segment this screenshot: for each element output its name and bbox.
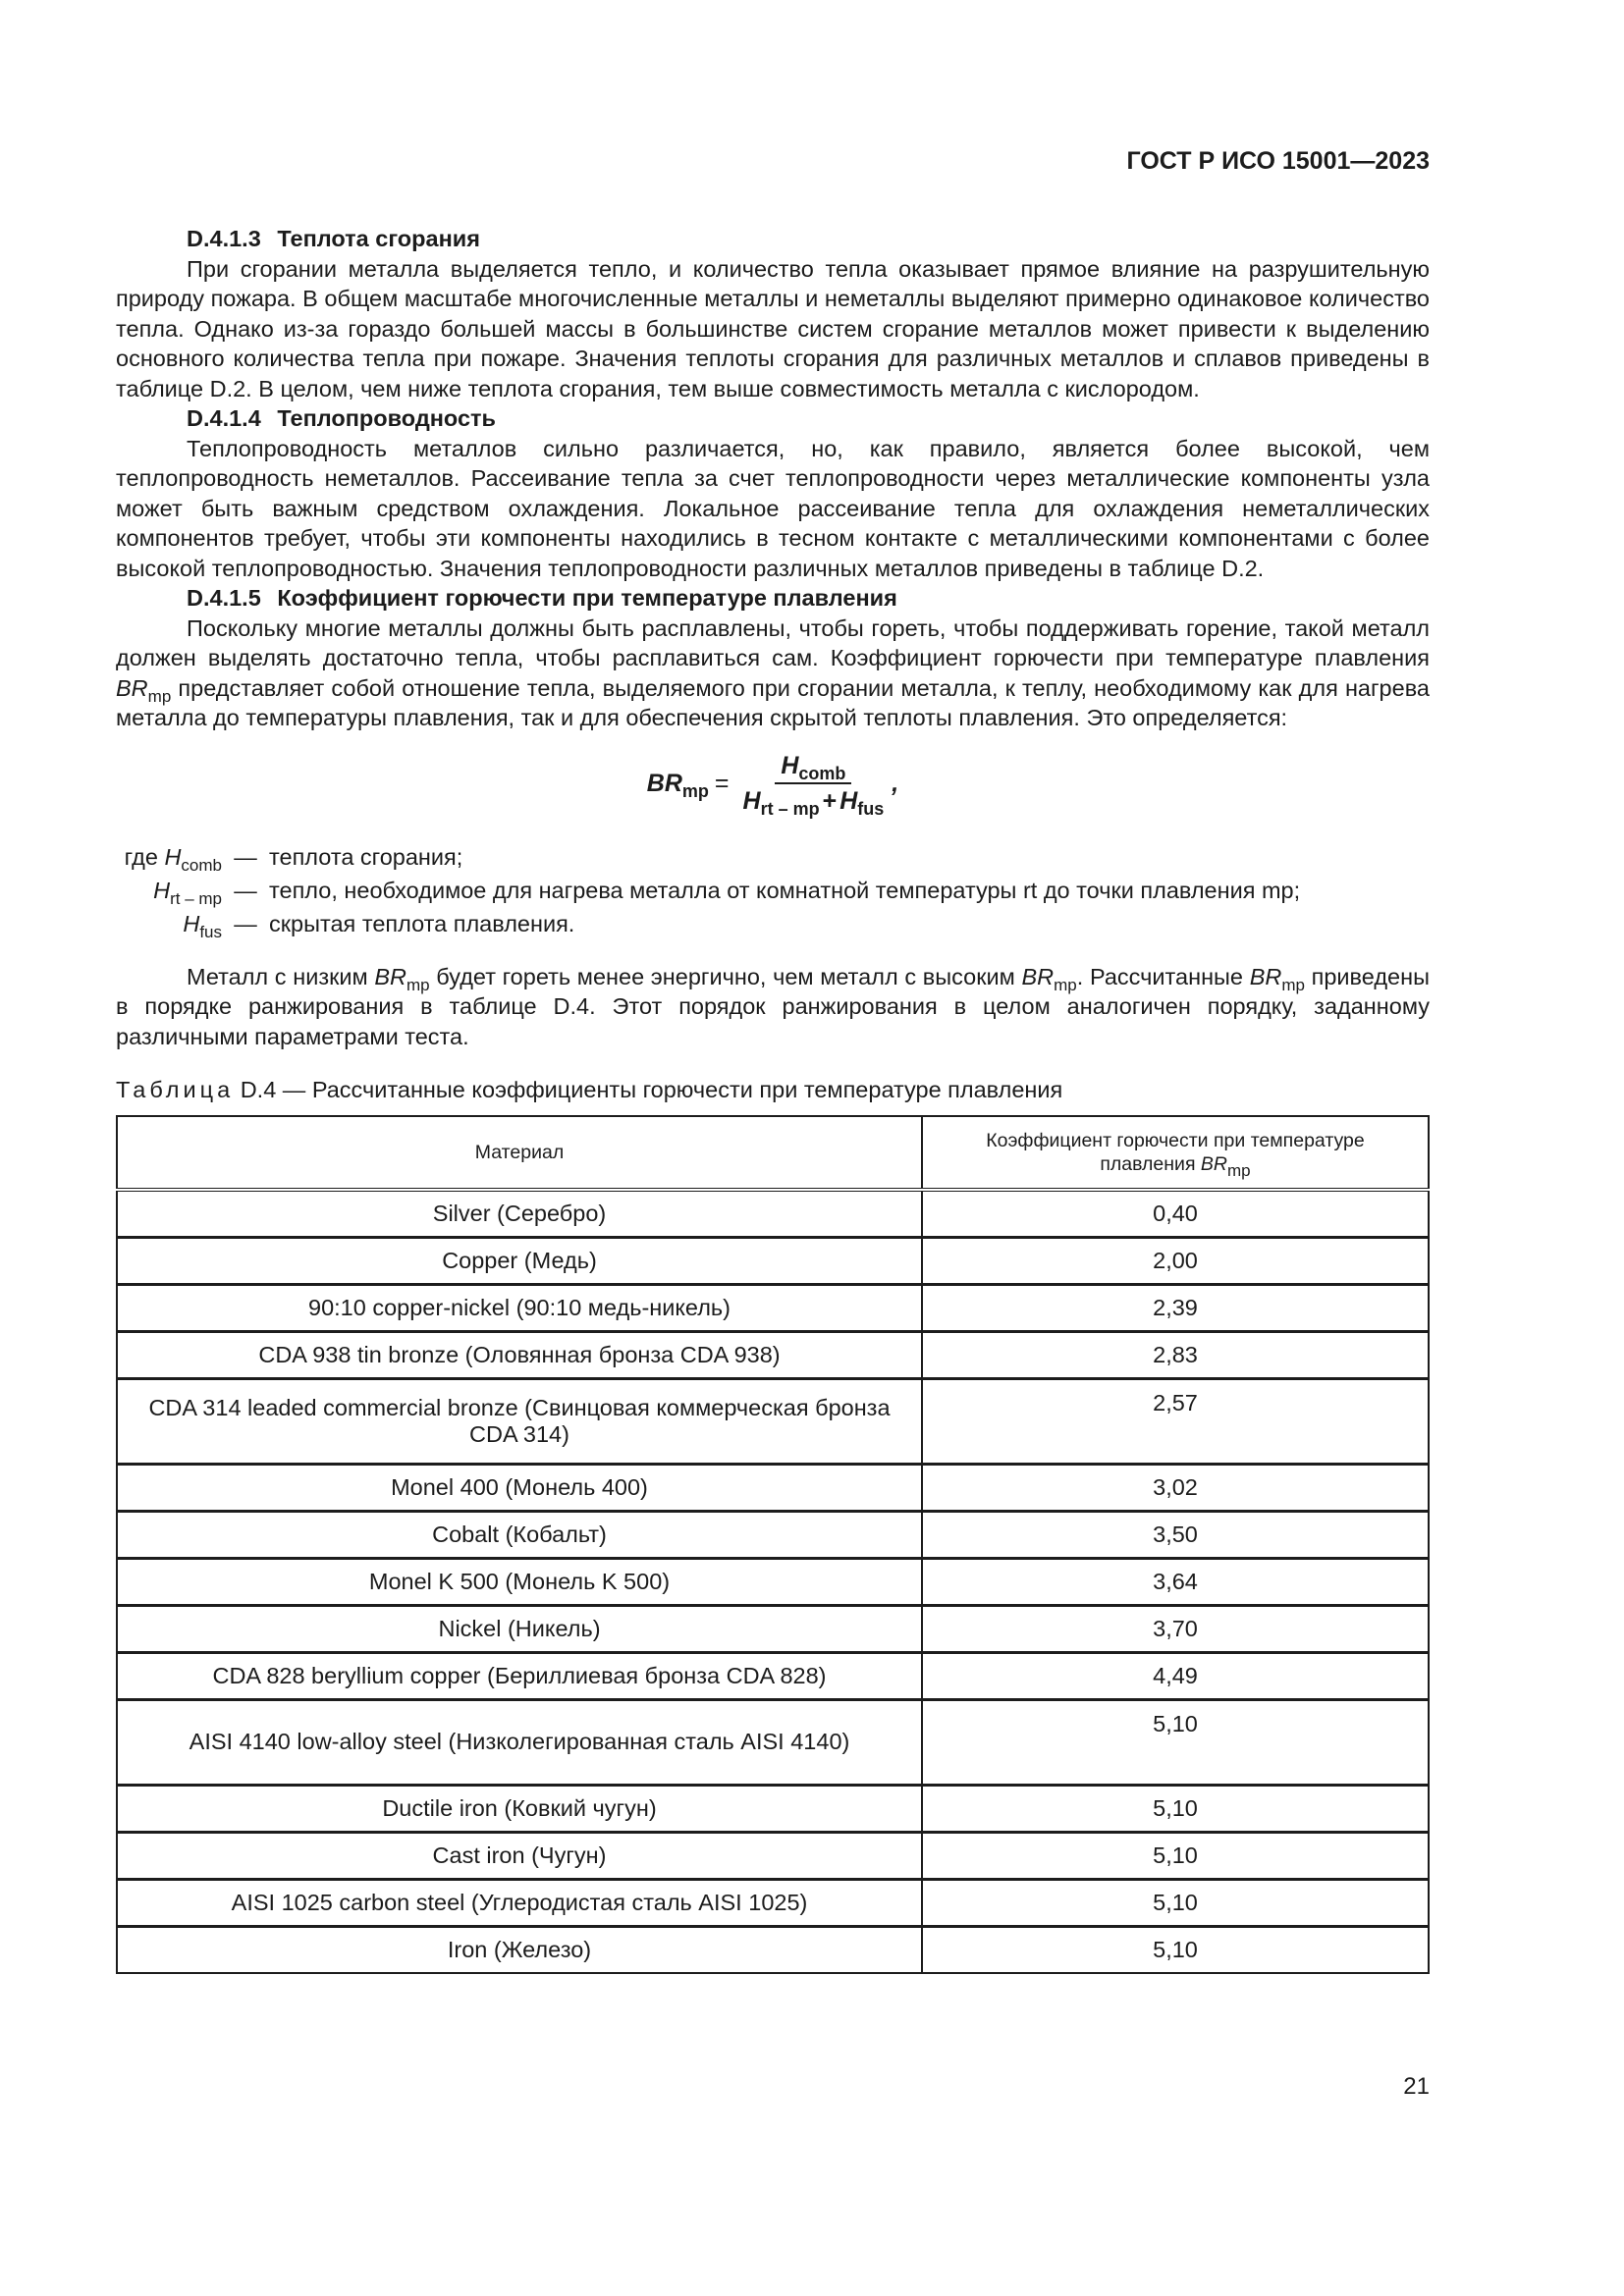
- table-row: [117, 1331, 1429, 1378]
- page-number: 21: [1403, 2073, 1430, 2100]
- legend-var: H: [183, 910, 200, 936]
- legend-symbol: [102, 842, 222, 873]
- subscript-mp: mp: [1054, 975, 1077, 994]
- section-title: Коэффициент горючести при температуре плавления: [277, 585, 897, 611]
- legend-row: [116, 842, 1430, 876]
- text-run: приведены в порядке ранжирования в таблице D.4. Этот порядок ранжирования в целом аналогичен порядку, заданному различными параметрами теста.: [116, 963, 1430, 1049]
- cell-material: Cast iron (Чугун): [117, 1832, 922, 1879]
- column-header-burn-ratio: [922, 1116, 1429, 1190]
- section-number: D.4.1.3: [187, 226, 261, 251]
- text-run: представляет собой отношение тепла, выделяемого при сгорании металла, к теплу, необходимому как для нагрева металла до температуры плавления, так и для обеспечения скрытой теплоты плавления. Это определяется:: [116, 674, 1430, 730]
- cell-burn-ratio: 3,70: [922, 1605, 1429, 1652]
- table-row: [117, 1284, 1429, 1331]
- cell-material: CDA 828 beryllium copper (Бериллиевая бронза CDA 828): [117, 1652, 922, 1699]
- formula-fraction: [737, 751, 891, 817]
- formula-symbol: H: [781, 751, 799, 779]
- legend-sub: rt – mp: [170, 888, 222, 908]
- legend-sub: fus: [199, 922, 222, 941]
- formula-denominator: [737, 784, 891, 817]
- table-row: [117, 1832, 1429, 1879]
- section-heading-d414: [116, 403, 1430, 434]
- formula-symbol: H: [742, 787, 761, 815]
- subscript-mp: mp: [406, 975, 430, 994]
- cell-burn-ratio: 0,40: [922, 1190, 1429, 1238]
- cell-burn-ratio: 2,39: [922, 1284, 1429, 1331]
- page-content: [116, 224, 1430, 1974]
- table-row: [117, 1511, 1429, 1558]
- cell-material: CDA 314 leaded commercial bronze (Свинцовая коммерческая бронза CDA 314): [117, 1378, 922, 1464]
- table-row: [117, 1605, 1429, 1652]
- formula-burn-ratio: [116, 751, 1430, 817]
- cell-material: AISI 1025 carbon steel (Углеродистая сталь AISI 1025): [117, 1879, 922, 1926]
- header-text: Коэффициент горючести при температуре плавления: [986, 1129, 1365, 1175]
- paragraph-burn-ratio: [116, 614, 1430, 733]
- table-row: [117, 1699, 1429, 1785]
- cell-burn-ratio: 5,10: [922, 1832, 1429, 1879]
- legend-prefix: где: [124, 843, 158, 870]
- subscript-mp: mp: [1281, 975, 1305, 994]
- cell-material: AISI 4140 low-alloy steel (Низколегированная сталь AISI 4140): [117, 1699, 922, 1785]
- burn-ratio-table: [116, 1115, 1430, 1974]
- paragraph-ranking: [116, 962, 1430, 1052]
- section-number: D.4.1.5: [187, 585, 261, 611]
- symbol-br: BR: [1249, 963, 1282, 989]
- legend-description: скрытая теплота плавления.: [269, 910, 575, 936]
- cell-material: Ductile iron (Ковкий чугун): [117, 1785, 922, 1832]
- legend-description: теплота сгорания;: [269, 843, 463, 870]
- cell-burn-ratio: 5,10: [922, 1926, 1429, 1973]
- paragraph-heat-of-combustion: При сгорании металла выделяется тепло, и количество тепла оказывает прямое влияние на разрушительную природу пожара. В общем масштабе многочисленные металлы и неметаллы выделяют примерно одинаковое количество тепла. Однако из-за гораздо большей массы в большинстве систем сгорание металлов может привести к выделению основного количества тепла при пожаре. Значения теплоты сгорания для различных металлов и сплавов приведены в таблице D.2. В целом, чем ниже теплота сгорания, тем выше совместимость металла с кислородом.: [116, 255, 1430, 401]
- text-run: Поскольку многие металлы должны быть расплавлены, чтобы гореть, чтобы поддерживать горение, такой металл должен выделять достаточно тепла, чтобы расплавиться сам. Коэффициент горючести при температуре плавления: [116, 614, 1430, 670]
- formula-comma: ,: [892, 769, 899, 797]
- table-row: [117, 1879, 1429, 1926]
- table-row: [117, 1558, 1429, 1605]
- legend-var: H: [153, 877, 171, 903]
- table-caption: [116, 1075, 1430, 1105]
- table-row: [117, 1237, 1429, 1284]
- table-caption-text: D.4 — Рассчитанные коэффициенты горючести при температуре плавления: [240, 1077, 1063, 1102]
- symbol-br: BR: [116, 674, 148, 701]
- subscript-mp: mp: [1227, 1160, 1251, 1180]
- symbol-br: BR: [1200, 1152, 1228, 1175]
- cell-burn-ratio: 2,57: [922, 1378, 1429, 1464]
- cell-burn-ratio: 3,02: [922, 1464, 1429, 1511]
- text-run: Металл с низким: [187, 963, 375, 989]
- legend-dash: —: [234, 910, 257, 936]
- table-row: [117, 1926, 1429, 1973]
- cell-material: Silver (Серебро): [117, 1190, 922, 1238]
- cell-material: Monel K 500 (Монель K 500): [117, 1558, 922, 1605]
- text-run: будет гореть менее энергично, чем металл с высоким: [429, 963, 1022, 989]
- cell-material: Cobalt (Кобальт): [117, 1511, 922, 1558]
- legend-row: [116, 876, 1430, 909]
- symbol-br: BR: [1021, 963, 1055, 989]
- table-row: [117, 1378, 1429, 1464]
- section-heading-d415: [116, 583, 1430, 614]
- formula-legend: [116, 842, 1430, 942]
- formula-lhs: [647, 769, 709, 799]
- formula-symbol: H: [839, 787, 858, 815]
- legend-var: H: [164, 843, 182, 870]
- cell-material: Nickel (Никель): [117, 1605, 922, 1652]
- legend-description: тепло, необходимое для нагрева металла от комнатной температуры rt до точки плавления mp;: [269, 877, 1301, 903]
- legend-sub: comb: [181, 855, 222, 875]
- legend-dash: —: [234, 843, 257, 870]
- text-run: . Рассчитанные: [1076, 963, 1250, 989]
- table-row: [117, 1464, 1429, 1511]
- cell-burn-ratio: 5,10: [922, 1879, 1429, 1926]
- legend-symbol: [102, 909, 222, 939]
- column-header-material: Материал: [117, 1116, 922, 1190]
- cell-burn-ratio: 2,00: [922, 1237, 1429, 1284]
- legend-symbol: [102, 876, 222, 906]
- cell-burn-ratio: 2,83: [922, 1331, 1429, 1378]
- legend-row: [116, 909, 1430, 942]
- formula-numerator: [775, 751, 851, 785]
- formula-equals: =: [714, 769, 730, 797]
- cell-burn-ratio: 3,64: [922, 1558, 1429, 1605]
- cell-material: Iron (Железо): [117, 1926, 922, 1973]
- section-title: Теплопроводность: [277, 405, 497, 431]
- symbol-br: BR: [374, 963, 406, 989]
- cell-material: CDA 938 tin bronze (Оловянная бронза CDA 938): [117, 1331, 922, 1378]
- cell-burn-ratio: 5,10: [922, 1699, 1429, 1785]
- section-heading-d413: [116, 224, 1430, 254]
- section-title: Теплота сгорания: [277, 226, 480, 251]
- table-caption-label: Таблица: [116, 1077, 235, 1102]
- cell-material: Copper (Медь): [117, 1237, 922, 1284]
- cell-material: 90:10 copper-nickel (90:10 медь-никель): [117, 1284, 922, 1331]
- formula-plus: +: [822, 787, 838, 815]
- cell-burn-ratio: 5,10: [922, 1785, 1429, 1832]
- formula-subscript: comb: [798, 763, 846, 783]
- table-header-row: [117, 1116, 1429, 1190]
- formula-subscript: fus: [857, 799, 885, 819]
- table-row: [117, 1785, 1429, 1832]
- paragraph-thermal-conductivity: Теплопроводность металлов сильно различается, но, как правило, является более высокой, чем теплопроводность неметаллов. Рассеивание тепла за счет теплопроводности через металлические компоненты узла может быть важным средством охлаждения. Локальное рассеивание тепла для охлаждения неметаллических компонентов требует, чтобы эти компоненты находились в тесном контакте с металлическими компонентами с более высокой теплопроводностью. Значения теплопроводности различных металлов приведены в таблице D.2.: [116, 435, 1430, 581]
- cell-material: Monel 400 (Монель 400): [117, 1464, 922, 1511]
- subscript-mp: mp: [147, 686, 172, 706]
- formula-subscript: rt – mp: [760, 799, 820, 819]
- cell-burn-ratio: 4,49: [922, 1652, 1429, 1699]
- formula-symbol: BR: [646, 769, 682, 797]
- legend-dash: —: [234, 877, 257, 903]
- table-body: [117, 1190, 1429, 1973]
- formula-subscript: mp: [681, 780, 709, 801]
- cell-burn-ratio: 3,50: [922, 1511, 1429, 1558]
- table-row: [117, 1190, 1429, 1238]
- document-header: ГОСТ Р ИСО 15001—2023: [1126, 147, 1430, 175]
- table-row: [117, 1652, 1429, 1699]
- section-number: D.4.1.4: [187, 405, 261, 431]
